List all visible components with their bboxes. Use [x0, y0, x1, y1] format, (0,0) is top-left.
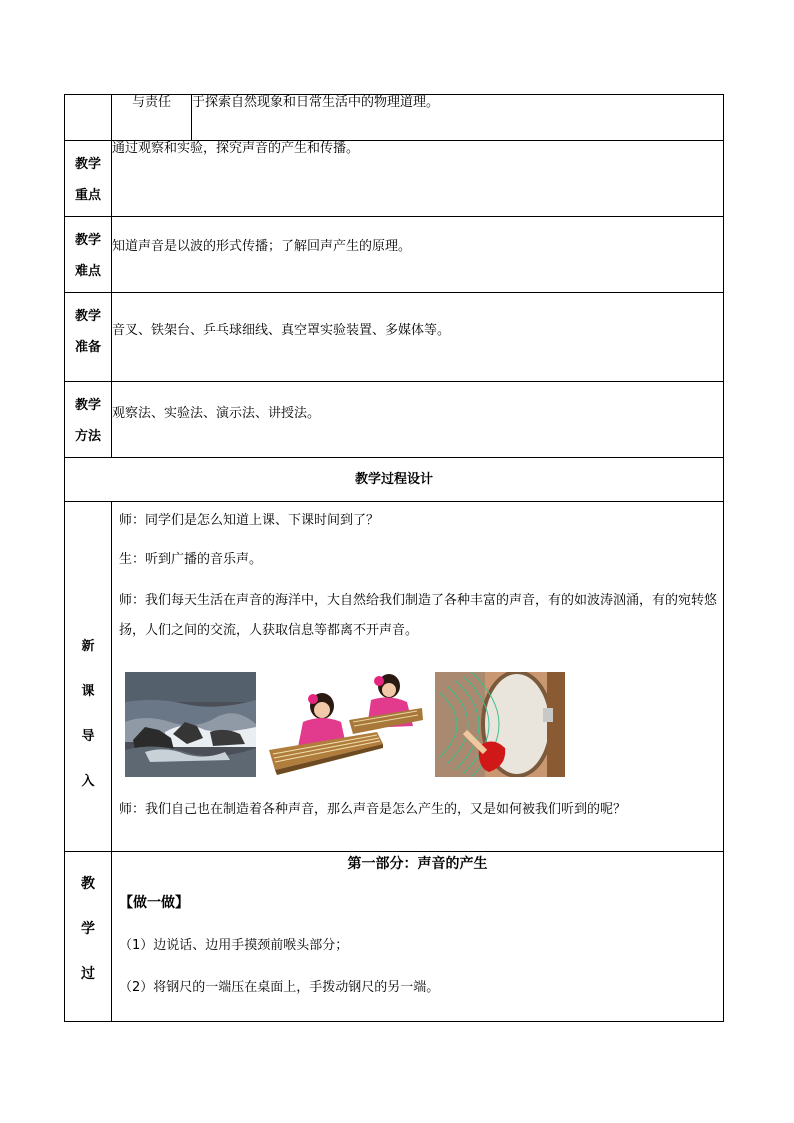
responsibility-text: 于探索自然现象和日常生活中的物理道理。 [192, 95, 724, 141]
key-points-label [65, 141, 112, 217]
methods-label-line1: 教学 [74, 398, 101, 413]
key-points-label-line1: 教学 [74, 157, 101, 172]
process-label [65, 852, 112, 1022]
drum-sound-waves-image [435, 672, 565, 777]
difficulties-text: 知道声音是以波的形式传播；了解回声产生的原理。 [112, 217, 724, 293]
row-key-points [65, 141, 724, 217]
row-difficulties [65, 217, 724, 293]
difficulties-label-line1: 教学 [74, 233, 101, 248]
part-one-title: 第一部分：声音的产生 [347, 856, 488, 872]
row-process-title [65, 458, 724, 502]
intro-label-char: 导 [81, 729, 95, 744]
row-preparation [65, 293, 724, 382]
preparation-label-line2: 准备 [74, 340, 101, 355]
intro-label [65, 502, 112, 852]
preparation-label [65, 293, 112, 382]
key-points-text: 通过观察和实验，探究声音的产生和传播。 [112, 141, 724, 217]
intro-line-teacher-explain: 师：我们每天生活在声音的海洋中，大自然给我们制造了各种丰富的声音，有的如波涛汹涌，有的宛转悠扬，人们之间的交流，人获取信息等都离不开声音。 [119, 593, 718, 639]
empty-cell [65, 95, 112, 141]
intro-line-student-answer: 生：听到广播的音乐声。 [119, 551, 263, 567]
intro-label-char: 入 [81, 774, 95, 789]
activity-step-2: （2）将钢尺的一端压在桌面上，手拨动钢尺的另一端。 [119, 980, 440, 996]
process-content [112, 852, 724, 1022]
difficulties-label-line2: 难点 [74, 264, 101, 279]
intro-label-char: 课 [81, 684, 95, 699]
row-process [65, 852, 724, 1022]
methods-label [65, 382, 112, 458]
process-label-char: 教 [81, 876, 95, 892]
intro-images [112, 672, 723, 782]
intro-label-char: 新 [81, 639, 95, 654]
process-label-char: 学 [81, 921, 95, 937]
row-responsibility [65, 95, 724, 141]
process-title: 教学过程设计 [65, 458, 724, 502]
difficulties-label [65, 217, 112, 293]
responsibility-label: 与责任 [112, 95, 192, 141]
preparation-text: 音叉、铁架台、乒乓球细线、真空罩实验装置、多媒体等。 [112, 293, 724, 382]
methods-text: 观察法、实验法、演示法、讲授法。 [112, 382, 724, 458]
activity-title: 【做一做】 [119, 894, 189, 911]
key-points-label-line2: 重点 [74, 188, 101, 203]
intro-content [112, 502, 724, 852]
preparation-label-line1: 教学 [74, 309, 101, 324]
intro-line-teacher-question: 师：同学们是怎么知道上课、下课时间到了？ [119, 513, 380, 528]
row-intro [65, 502, 724, 852]
ocean-waves-image [125, 672, 256, 777]
activity-step-1: （1）边说话、边用手摸颈前喉头部分； [119, 937, 349, 953]
intro-line-teacher-closing: 师：我们自己也在制造着各种声音，那么声音是怎么产生的，又是如何被我们听到的呢？ [119, 802, 627, 818]
lesson-plan-table [64, 94, 724, 1022]
row-methods [65, 382, 724, 458]
guzheng-players-image [267, 672, 424, 777]
process-label-char: 过 [81, 966, 95, 982]
methods-label-line2: 方法 [74, 429, 101, 444]
